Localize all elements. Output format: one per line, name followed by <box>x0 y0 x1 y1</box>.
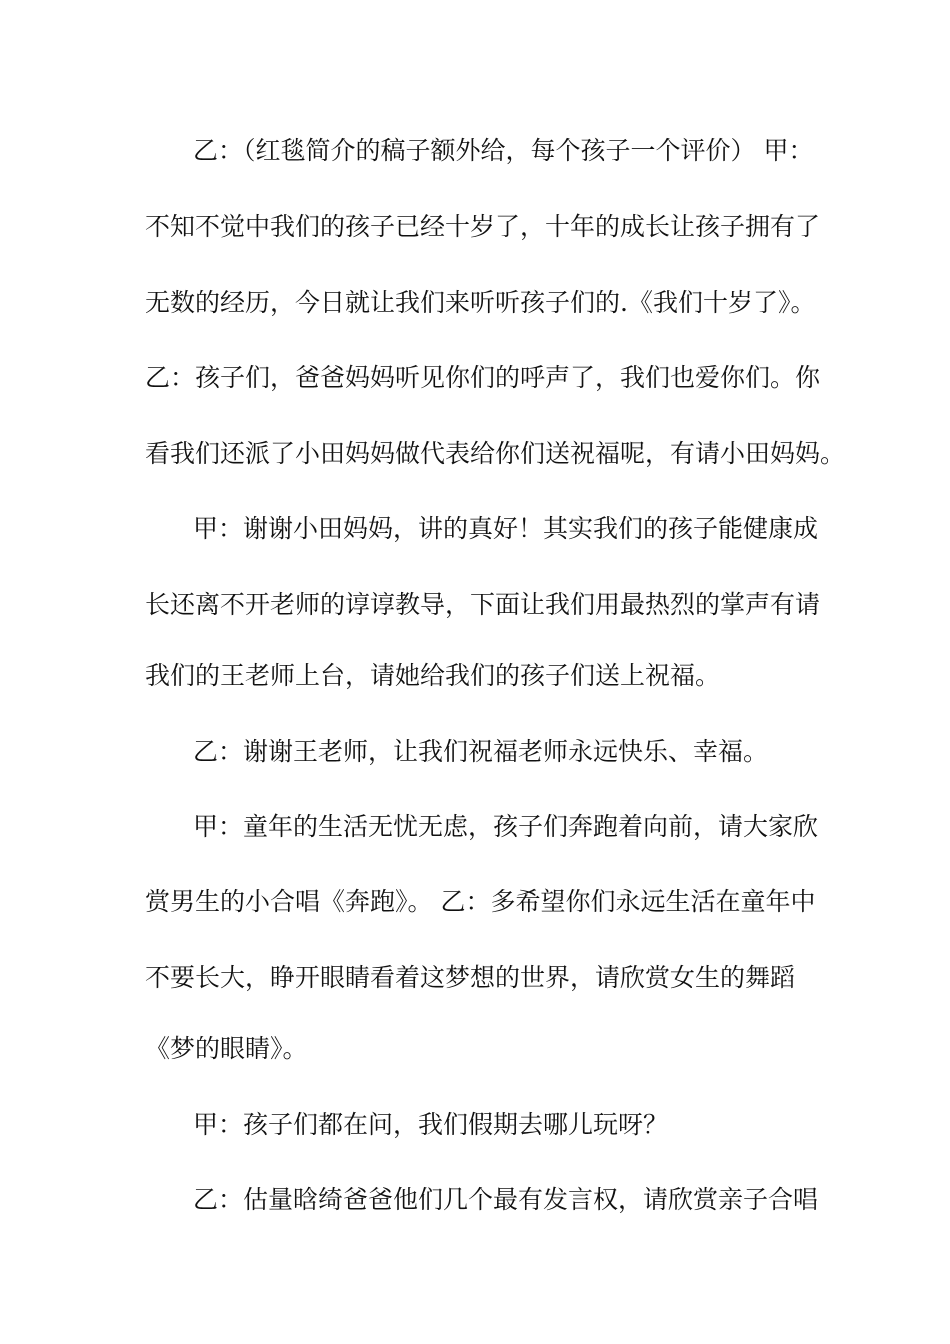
paragraph-line: 无数的经历，今日就让我们来听听孩子们的.《我们十岁了》。 <box>145 288 816 317</box>
paragraph-line: 甲：谢谢小田妈妈，讲的真好！其实我们的孩子能健康成 <box>193 514 819 543</box>
paragraph-line: 乙：估量晗绮爸爸他们几个最有发言权，请欣赏亲子合唱 <box>193 1185 819 1214</box>
paragraph-line: 乙：孩子们，爸爸妈妈听见你们的呼声了，我们也爱你们。你 <box>145 363 821 392</box>
paragraph-line: 甲：孩子们都在问，我们假期去哪儿玩呀？ <box>193 1110 669 1139</box>
paragraph-line: 甲：童年的生活无忧无虑，孩子们奔跑着向前，请大家欣 <box>193 812 819 841</box>
paragraph-line: 乙：谢谢王老师，让我们祝福老师永远快乐、幸福。 <box>193 737 769 766</box>
paragraph-line: 我们的王老师上台，请她给我们的孩子们送上祝福。 <box>145 661 721 690</box>
paragraph-line: 《梦的眼睛》。 <box>145 1034 308 1063</box>
paragraph-line: 不要长大，睁开眼睛看着这梦想的世界，请欣赏女生的舞蹈 <box>145 963 796 992</box>
paragraph-line: 乙：（红毯简介的稿子额外给，每个孩子一个评价） 甲： <box>193 136 814 165</box>
paragraph-line: 赏男生的小合唱《奔跑》。 乙：多希望你们永远生活在童年中 <box>145 887 816 916</box>
paragraph-line: 长还离不开老师的谆谆教导，下面让我们用最热烈的掌声有请 <box>145 590 821 619</box>
paragraph-line: 不知不觉中我们的孩子已经十岁了，十年的成长让孩子拥有了 <box>145 212 821 241</box>
paragraph-line: 看我们还派了小田妈妈做代表给你们送祝福呢，有请小田妈妈。 <box>145 439 846 468</box>
